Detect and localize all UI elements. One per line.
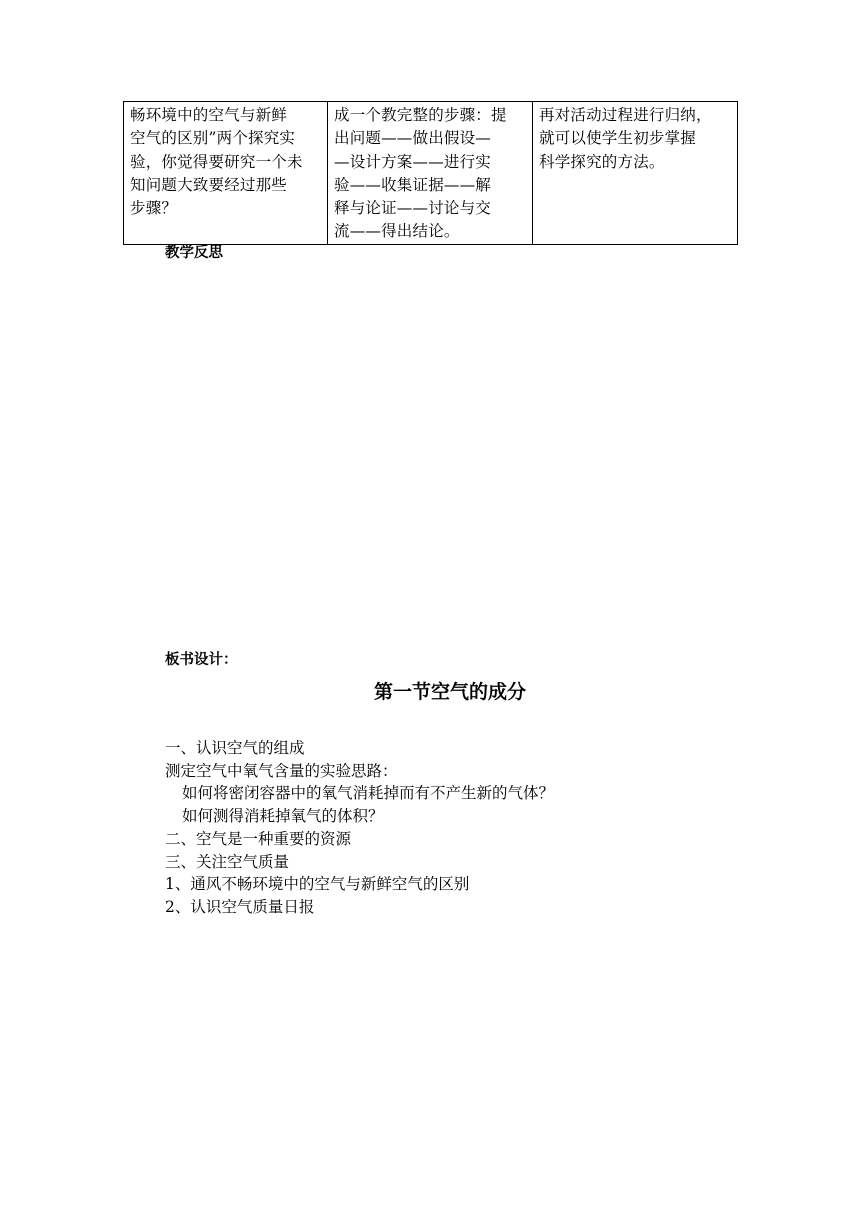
board-title: 第一节空气的成分 [373,681,526,703]
outline-item: 一、认识空气的组成 [165,739,305,757]
table-cell-steps [328,102,533,245]
cell-line: 步骤？ [130,199,178,218]
lesson-table [123,101,738,245]
outline-item: 1、通风不畅环境中的空气与新鲜空气的区别 [165,875,470,894]
outline-item: 三、关注空气质量 [165,852,290,871]
cell-line: 再对活动过程进行归纳， [539,106,712,124]
cell-line: 验，你觉得要研究一个未 [130,152,303,171]
table-cell-question [124,102,328,245]
cell-line: 知问题大致要经过那些 [130,175,288,194]
cell-line: 释与论证——讨论与交 [334,199,492,218]
cell-line: 畅环境中的空气与新鲜 [130,106,288,124]
outline-item: 二、空气是一种重要的资源 [165,829,352,848]
outline-item: 如何将密闭容器中的氧气消耗掉而有不产生新的气体？ [182,784,555,803]
board-outline [165,737,765,919]
cell-line: —设计方案——进行实 [334,152,492,171]
table-cell-summary [533,102,738,245]
cell-line: 流——得出结论。 [334,222,460,241]
reflection-heading: 教学反思 [165,245,223,261]
outline-item: 测定空气中氧气含量的实验思路： [165,761,398,780]
cell-line: 出问题——做出假设— [334,129,492,148]
cell-line: 就可以使学生初步掌握 [539,129,697,148]
cell-line: 空气的区别”两个探究实 [130,129,296,148]
outline-item: 如何测得消耗掉氧气的体积？ [182,807,384,826]
table-row [124,102,738,245]
board-design-heading: 板书设计： [165,652,238,668]
cell-line: 成一个教完整的步骤：提 [334,106,507,124]
cell-line: 科学探究的方法。 [539,152,665,171]
cell-line: 验——收集证据——解 [334,175,492,194]
outline-item: 2、认识空气质量日报 [165,897,315,916]
